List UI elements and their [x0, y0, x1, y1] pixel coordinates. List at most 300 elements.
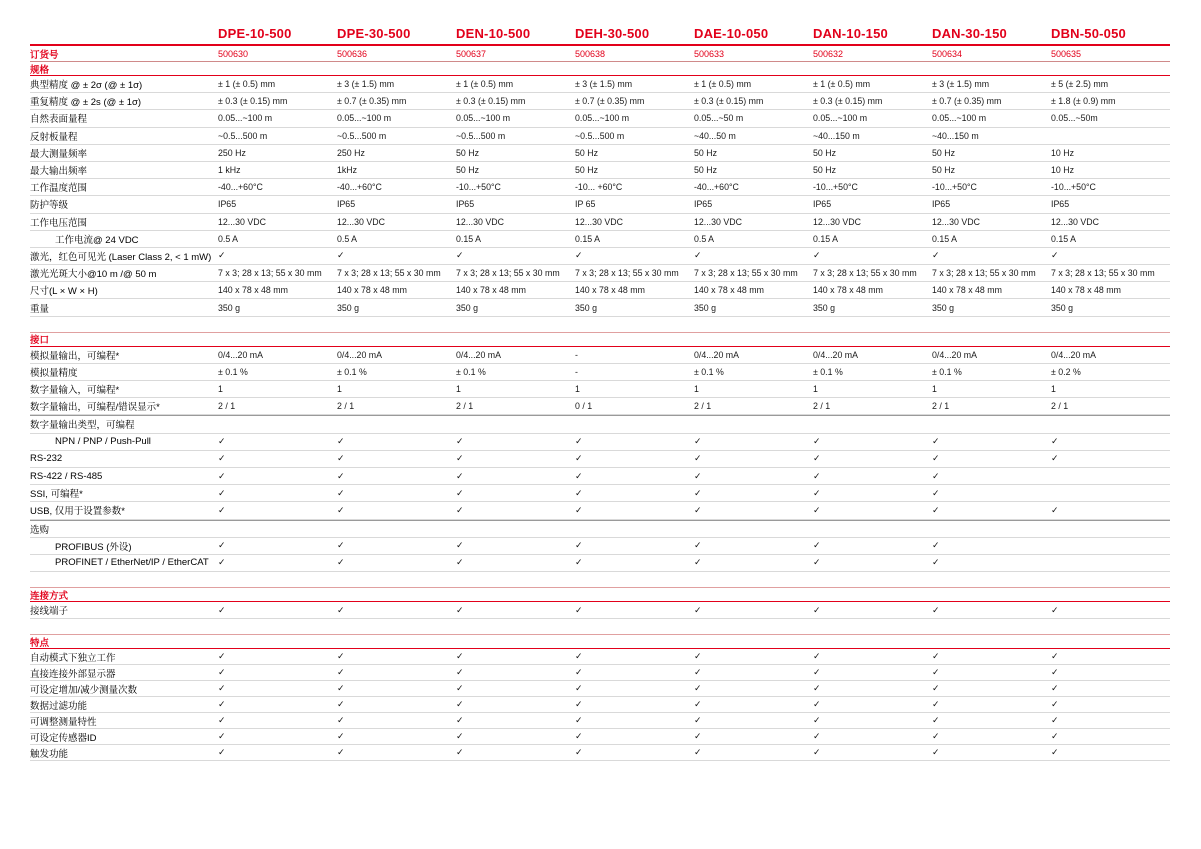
- table-row: [30, 347, 1170, 364]
- section-title: [30, 588, 1170, 602]
- cell-value: IP65: [456, 199, 475, 210]
- check-icon: ✓: [694, 651, 702, 662]
- cell-value: 0.05...~100 m: [575, 113, 630, 124]
- check-icon: ✓: [218, 453, 226, 464]
- row-label: 可设定传感器ID: [30, 732, 97, 744]
- row-label: 最大输出频率: [30, 166, 88, 178]
- check-icon: ✓: [932, 487, 940, 498]
- row-label: 自然表面量程: [30, 114, 88, 126]
- row-label: 可设定增加/减少测量次数: [30, 684, 138, 696]
- check-icon: ✓: [694, 667, 702, 678]
- check-icon: ✓: [575, 557, 583, 568]
- cell-value: IP65: [694, 199, 713, 210]
- product-comparison-table: [30, 26, 1170, 761]
- row-label: 尺寸(L × W × H): [30, 286, 98, 298]
- check-icon: ✓: [813, 715, 821, 726]
- table-row: [30, 538, 1170, 555]
- cell-value: 1 kHz: [218, 165, 241, 176]
- cell-value: 350 g: [456, 302, 479, 313]
- row-label: 激光，红色可见光 (Laser Class 2, < 1 mW): [30, 251, 212, 263]
- cell-value: ± 3 (± 1.5) mm: [575, 79, 633, 90]
- check-icon: ✓: [813, 604, 821, 615]
- check-icon: ✓: [456, 470, 464, 481]
- cell-value: IP65: [813, 199, 832, 210]
- table-row: [30, 265, 1170, 282]
- check-icon: ✓: [694, 699, 702, 710]
- check-icon: ✓: [694, 436, 702, 447]
- table-row: [30, 110, 1170, 127]
- cell-value: 2 / 1: [218, 401, 236, 412]
- cell-value: ± 1 (± 0.5) mm: [694, 79, 752, 90]
- check-icon: ✓: [337, 557, 345, 568]
- check-icon: ✓: [694, 504, 702, 515]
- check-icon: ✓: [456, 557, 464, 568]
- cell-value: IP65: [218, 199, 237, 210]
- cell-value: -10...+50°C: [1051, 182, 1096, 193]
- order-row-label: 订货号: [30, 49, 59, 61]
- check-icon: ✓: [337, 540, 345, 551]
- check-icon: ✓: [813, 453, 821, 464]
- cell-value: 0.05...~100 m: [218, 113, 273, 124]
- cell-value: 140 x 78 x 48 mm: [813, 285, 883, 296]
- cell-value: ~40...150 m: [932, 130, 979, 141]
- check-icon: ✓: [218, 667, 226, 678]
- check-icon: ✓: [575, 747, 583, 758]
- check-icon: ✓: [575, 470, 583, 481]
- cell-value: 7 x 3; 28 x 13; 55 x 30 mm: [932, 268, 1036, 279]
- row-label: RS-422 / RS-485: [30, 470, 103, 482]
- check-icon: ✓: [813, 651, 821, 662]
- cell-value: 0/4...20 mA: [813, 349, 858, 360]
- row-label: 最大测量频率: [30, 148, 88, 160]
- check-icon: ✓: [813, 470, 821, 481]
- check-icon: ✓: [694, 747, 702, 758]
- cell-value: IP65: [1051, 199, 1070, 210]
- check-icon: ✓: [575, 715, 583, 726]
- table-row: [30, 602, 1170, 619]
- cell-value: ± 5 (± 2.5) mm: [1051, 79, 1109, 90]
- check-icon: ✓: [218, 651, 226, 662]
- row-label: USB, 仅用于设置参数*: [30, 506, 126, 518]
- check-icon: ✓: [337, 715, 345, 726]
- table-row: [30, 364, 1170, 381]
- check-icon: ✓: [932, 715, 940, 726]
- check-icon: ✓: [337, 667, 345, 678]
- cell-value: 140 x 78 x 48 mm: [456, 285, 526, 296]
- cell-value: 0.15 A: [575, 233, 600, 244]
- table-row: [30, 649, 1170, 665]
- check-icon: ✓: [813, 436, 821, 447]
- order-number: 500636: [337, 48, 368, 59]
- check-icon: ✓: [337, 504, 345, 515]
- cell-value: 0.15 A: [813, 233, 838, 244]
- check-icon: ✓: [456, 540, 464, 551]
- cell-value: 140 x 78 x 48 mm: [932, 285, 1002, 296]
- row-label: 工作温度范围: [30, 183, 88, 195]
- cell-value: 1: [575, 384, 580, 395]
- check-icon: ✓: [218, 715, 226, 726]
- cell-value: 350 g: [932, 302, 955, 313]
- row-label: 接线端子: [30, 606, 69, 618]
- column-header-model: DAN-30-150: [932, 26, 1007, 41]
- table-row: [30, 468, 1170, 485]
- table-row: [30, 485, 1170, 502]
- cell-value: 50 Hz: [813, 165, 836, 176]
- check-icon: ✓: [813, 487, 821, 498]
- cell-value: 0.05...~50m: [1051, 113, 1098, 124]
- cell-value: 1: [694, 384, 699, 395]
- order-number: 500635: [1051, 48, 1082, 59]
- cell-value: 7 x 3; 28 x 13; 55 x 30 mm: [694, 268, 798, 279]
- table-row: [30, 231, 1170, 248]
- check-icon: ✓: [337, 470, 345, 481]
- check-icon: ✓: [218, 699, 226, 710]
- cell-value: 2 / 1: [456, 401, 474, 412]
- cell-value: -40...+60°C: [218, 182, 263, 193]
- cell-value: ± 0.1 %: [218, 366, 248, 377]
- check-icon: ✓: [1051, 651, 1059, 662]
- check-icon: ✓: [218, 504, 226, 515]
- check-icon: ✓: [1051, 250, 1059, 261]
- row-label: 直接连接外部显示器: [30, 668, 116, 680]
- cell-value: ± 0.7 (± 0.35) mm: [932, 96, 1002, 107]
- row-label: 模拟量输出，可编程*: [30, 350, 120, 362]
- row-label: 选购: [30, 524, 50, 536]
- row-label: PROFINET / EtherNet/IP / EtherCAT: [55, 557, 209, 569]
- cell-value: ± 1.8 (± 0.9) mm: [1051, 96, 1116, 107]
- check-icon: ✓: [337, 731, 345, 742]
- section-1: [30, 62, 1170, 317]
- cell-value: 50 Hz: [694, 147, 717, 158]
- check-icon: ✓: [575, 604, 583, 615]
- order-number: 500630: [218, 48, 249, 59]
- row-label: 数字量输出类型，可编程: [30, 420, 135, 432]
- check-icon: ✓: [813, 683, 821, 694]
- cell-value: ± 0.1 %: [813, 366, 843, 377]
- check-icon: ✓: [218, 747, 226, 758]
- row-label: 重复精度 @ ± 2s (@ ± 1σ): [30, 97, 142, 109]
- table-row: [30, 145, 1170, 162]
- check-icon: ✓: [932, 604, 940, 615]
- cell-value: 10 Hz: [1051, 165, 1074, 176]
- table-row: [30, 415, 1170, 433]
- check-icon: ✓: [813, 540, 821, 551]
- cell-value: 0.05...~100 m: [337, 113, 392, 124]
- table-row: [30, 76, 1170, 93]
- row-label: 激光光斑大小@10 m /@ 50 m: [30, 269, 157, 281]
- cell-value: 0/4...20 mA: [694, 349, 739, 360]
- row-label: 典型精度 @ ± 2σ (@ ± 1σ): [30, 80, 143, 92]
- check-icon: ✓: [456, 250, 464, 261]
- cell-value: 0.5 A: [694, 233, 715, 244]
- section-title: [30, 333, 1170, 347]
- cell-value: 2 / 1: [932, 401, 950, 412]
- cell-value: 0/4...20 mA: [218, 349, 263, 360]
- row-label: 防护等级: [30, 200, 69, 212]
- check-icon: ✓: [932, 470, 940, 481]
- check-icon: ✓: [694, 731, 702, 742]
- cell-value: -10... +60°C: [575, 182, 623, 193]
- cell-value: 2 / 1: [337, 401, 355, 412]
- cell-value: 140 x 78 x 48 mm: [575, 285, 645, 296]
- check-icon: ✓: [813, 699, 821, 710]
- section-4: [30, 634, 1170, 761]
- row-label: 可调整测量特性: [30, 716, 97, 728]
- cell-value: 7 x 3; 28 x 13; 55 x 30 mm: [575, 268, 679, 279]
- order-number: 500634: [932, 48, 963, 59]
- table-row: [30, 93, 1170, 110]
- cell-value: 350 g: [218, 302, 241, 313]
- check-icon: ✓: [694, 453, 702, 464]
- cell-value: 0.5 A: [218, 233, 239, 244]
- column-header-model: DEN-10-500: [456, 26, 531, 41]
- row-label: 自动模式下独立工作: [30, 652, 116, 664]
- check-icon: ✓: [932, 504, 940, 515]
- section-title: [30, 635, 1170, 649]
- check-icon: ✓: [694, 487, 702, 498]
- cell-value: 50 Hz: [813, 147, 836, 158]
- cell-value: 0.05...~100 m: [813, 113, 868, 124]
- cell-value: -: [575, 366, 578, 377]
- column-header-model: DPE-30-500: [337, 26, 411, 41]
- cell-value: -10...+50°C: [456, 182, 501, 193]
- check-icon: ✓: [337, 651, 345, 662]
- table-row: [30, 681, 1170, 697]
- cell-value: ~0.5...500 m: [456, 130, 506, 141]
- table-row: [30, 665, 1170, 681]
- check-icon: ✓: [694, 604, 702, 615]
- cell-value: 12...30 VDC: [218, 216, 266, 227]
- check-icon: ✓: [456, 683, 464, 694]
- column-header-model: DPE-10-500: [218, 26, 292, 41]
- check-icon: ✓: [337, 683, 345, 694]
- check-icon: ✓: [694, 470, 702, 481]
- table-sections: [30, 62, 1170, 761]
- check-icon: ✓: [1051, 683, 1059, 694]
- table-row: [30, 555, 1170, 572]
- cell-value: 140 x 78 x 48 mm: [694, 285, 764, 296]
- row-label: 重量: [30, 303, 50, 315]
- check-icon: ✓: [337, 604, 345, 615]
- table-row: [30, 398, 1170, 415]
- table-row: [30, 381, 1170, 398]
- cell-value: 1: [1051, 384, 1056, 395]
- check-icon: ✓: [575, 504, 583, 515]
- check-icon: ✓: [932, 747, 940, 758]
- row-label: 工作电压范围: [30, 217, 88, 229]
- cell-value: 140 x 78 x 48 mm: [218, 285, 288, 296]
- cell-value: ± 0.3 (± 0.15) mm: [813, 96, 883, 107]
- cell-value: 1: [337, 384, 342, 395]
- table-row: [30, 299, 1170, 316]
- cell-value: -40...+60°C: [337, 182, 382, 193]
- check-icon: ✓: [337, 250, 345, 261]
- check-icon: ✓: [932, 453, 940, 464]
- cell-value: ~0.5...500 m: [218, 130, 268, 141]
- cell-value: ± 0.7 (± 0.35) mm: [337, 96, 407, 107]
- cell-value: 0.05...~50 m: [694, 113, 744, 124]
- cell-value: 10 Hz: [1051, 147, 1074, 158]
- check-icon: ✓: [456, 731, 464, 742]
- row-label: 数字量输出，可编程/错误显示*: [30, 402, 160, 414]
- cell-value: 7 x 3; 28 x 13; 55 x 30 mm: [456, 268, 560, 279]
- check-icon: ✓: [456, 436, 464, 447]
- cell-value: 50 Hz: [456, 165, 479, 176]
- cell-value: 0.05...~100 m: [456, 113, 511, 124]
- check-icon: ✓: [1051, 747, 1059, 758]
- check-icon: ✓: [218, 470, 226, 481]
- cell-value: 0.15 A: [1051, 233, 1076, 244]
- cell-value: IP 65: [575, 199, 596, 210]
- check-icon: ✓: [932, 699, 940, 710]
- check-icon: ✓: [456, 604, 464, 615]
- row-label: SSI, 可编程*: [30, 489, 83, 501]
- cell-value: 140 x 78 x 48 mm: [1051, 285, 1121, 296]
- row-label: 反射板量程: [30, 131, 78, 143]
- cell-value: 7 x 3; 28 x 13; 55 x 30 mm: [218, 268, 322, 279]
- cell-value: ± 1 (± 0.5) mm: [813, 79, 871, 90]
- table-row: [30, 196, 1170, 213]
- cell-value: ± 0.2 %: [1051, 366, 1081, 377]
- check-icon: ✓: [575, 651, 583, 662]
- section-title: [30, 62, 1170, 76]
- check-icon: ✓: [456, 667, 464, 678]
- table-row: [30, 128, 1170, 145]
- check-icon: ✓: [1051, 731, 1059, 742]
- check-icon: ✓: [694, 250, 702, 261]
- check-icon: ✓: [575, 436, 583, 447]
- cell-value: ~0.5...500 m: [575, 130, 625, 141]
- cell-value: -10...+50°C: [932, 182, 977, 193]
- section-2: [30, 332, 1170, 572]
- check-icon: ✓: [575, 731, 583, 742]
- check-icon: ✓: [218, 731, 226, 742]
- check-icon: ✓: [456, 715, 464, 726]
- check-icon: ✓: [575, 699, 583, 710]
- order-number: 500637: [456, 48, 487, 59]
- check-icon: ✓: [218, 487, 226, 498]
- check-icon: ✓: [575, 487, 583, 498]
- cell-value: 350 g: [575, 302, 598, 313]
- check-icon: ✓: [337, 453, 345, 464]
- table-row: [30, 214, 1170, 231]
- check-icon: ✓: [337, 699, 345, 710]
- check-icon: ✓: [575, 667, 583, 678]
- cell-value: 350 g: [1051, 302, 1074, 313]
- check-icon: ✓: [813, 731, 821, 742]
- check-icon: ✓: [456, 747, 464, 758]
- check-icon: ✓: [813, 747, 821, 758]
- check-icon: ✓: [932, 731, 940, 742]
- row-label: 触发功能: [30, 748, 69, 760]
- cell-value: ~40...50 m: [694, 130, 736, 141]
- cell-value: 7 x 3; 28 x 13; 55 x 30 mm: [1051, 268, 1155, 279]
- order-number: 500632: [813, 48, 844, 59]
- section-title-label: 接口: [30, 335, 50, 347]
- row-label: 工作电流@ 24 VDC: [55, 234, 139, 246]
- table-row: [30, 713, 1170, 729]
- check-icon: ✓: [1051, 504, 1059, 515]
- check-icon: ✓: [932, 651, 940, 662]
- table-row: [30, 745, 1170, 761]
- check-icon: ✓: [932, 683, 940, 694]
- cell-value: 50 Hz: [932, 147, 955, 158]
- column-header-model: DEH-30-500: [575, 26, 650, 41]
- check-icon: ✓: [813, 667, 821, 678]
- table-row: [30, 697, 1170, 713]
- check-icon: ✓: [1051, 604, 1059, 615]
- table-row: [30, 179, 1170, 196]
- column-header-model: DAE-10-050: [694, 26, 769, 41]
- order-number: 500638: [575, 48, 606, 59]
- cell-value: 1: [218, 384, 223, 395]
- cell-value: 50 Hz: [932, 165, 955, 176]
- check-icon: ✓: [575, 250, 583, 261]
- cell-value: IP65: [932, 199, 951, 210]
- check-icon: ✓: [575, 453, 583, 464]
- cell-value: 50 Hz: [456, 147, 479, 158]
- cell-value: 350 g: [337, 302, 360, 313]
- section-title-label: 特点: [30, 637, 50, 649]
- cell-value: 2 / 1: [694, 401, 712, 412]
- check-icon: ✓: [337, 436, 345, 447]
- cell-value: 12...30 VDC: [575, 216, 623, 227]
- cell-value: 12...30 VDC: [337, 216, 385, 227]
- cell-value: 0 / 1: [575, 401, 593, 412]
- check-icon: ✓: [694, 683, 702, 694]
- check-icon: ✓: [575, 683, 583, 694]
- check-icon: ✓: [337, 747, 345, 758]
- check-icon: ✓: [456, 487, 464, 498]
- table-row: [30, 451, 1170, 468]
- check-icon: ✓: [575, 540, 583, 551]
- cell-value: ± 0.3 (± 0.15) mm: [456, 96, 526, 107]
- row-label: 模拟量精度: [30, 367, 78, 379]
- row-label: RS-232: [30, 453, 63, 465]
- check-icon: ✓: [218, 683, 226, 694]
- section-3: [30, 587, 1170, 619]
- cell-value: 1kHz: [337, 165, 358, 176]
- check-icon: ✓: [932, 667, 940, 678]
- check-icon: ✓: [813, 504, 821, 515]
- cell-value: 0/4...20 mA: [1051, 349, 1096, 360]
- cell-value: ± 0.1 %: [456, 366, 486, 377]
- order-number-row: [30, 46, 1170, 62]
- cell-value: 350 g: [813, 302, 836, 313]
- table-row: [30, 248, 1170, 265]
- row-label: 数据过滤功能: [30, 700, 88, 712]
- check-icon: ✓: [813, 557, 821, 568]
- check-icon: ✓: [1051, 699, 1059, 710]
- table-row: [30, 282, 1170, 299]
- cell-value: ± 0.1 %: [337, 366, 367, 377]
- check-icon: ✓: [1051, 436, 1059, 447]
- cell-value: ± 0.7 (± 0.35) mm: [575, 96, 645, 107]
- check-icon: ✓: [1051, 667, 1059, 678]
- cell-value: 12...30 VDC: [1051, 216, 1099, 227]
- check-icon: ✓: [932, 436, 940, 447]
- check-icon: ✓: [1051, 453, 1059, 464]
- cell-value: 0/4...20 mA: [932, 349, 977, 360]
- check-icon: ✓: [218, 250, 226, 261]
- check-icon: ✓: [456, 453, 464, 464]
- cell-value: 250 Hz: [337, 147, 365, 158]
- table-row: [30, 502, 1170, 519]
- cell-value: 1: [456, 384, 461, 395]
- check-icon: ✓: [932, 557, 940, 568]
- check-icon: ✓: [218, 557, 226, 568]
- row-label: NPN / PNP / Push-Pull: [55, 436, 151, 448]
